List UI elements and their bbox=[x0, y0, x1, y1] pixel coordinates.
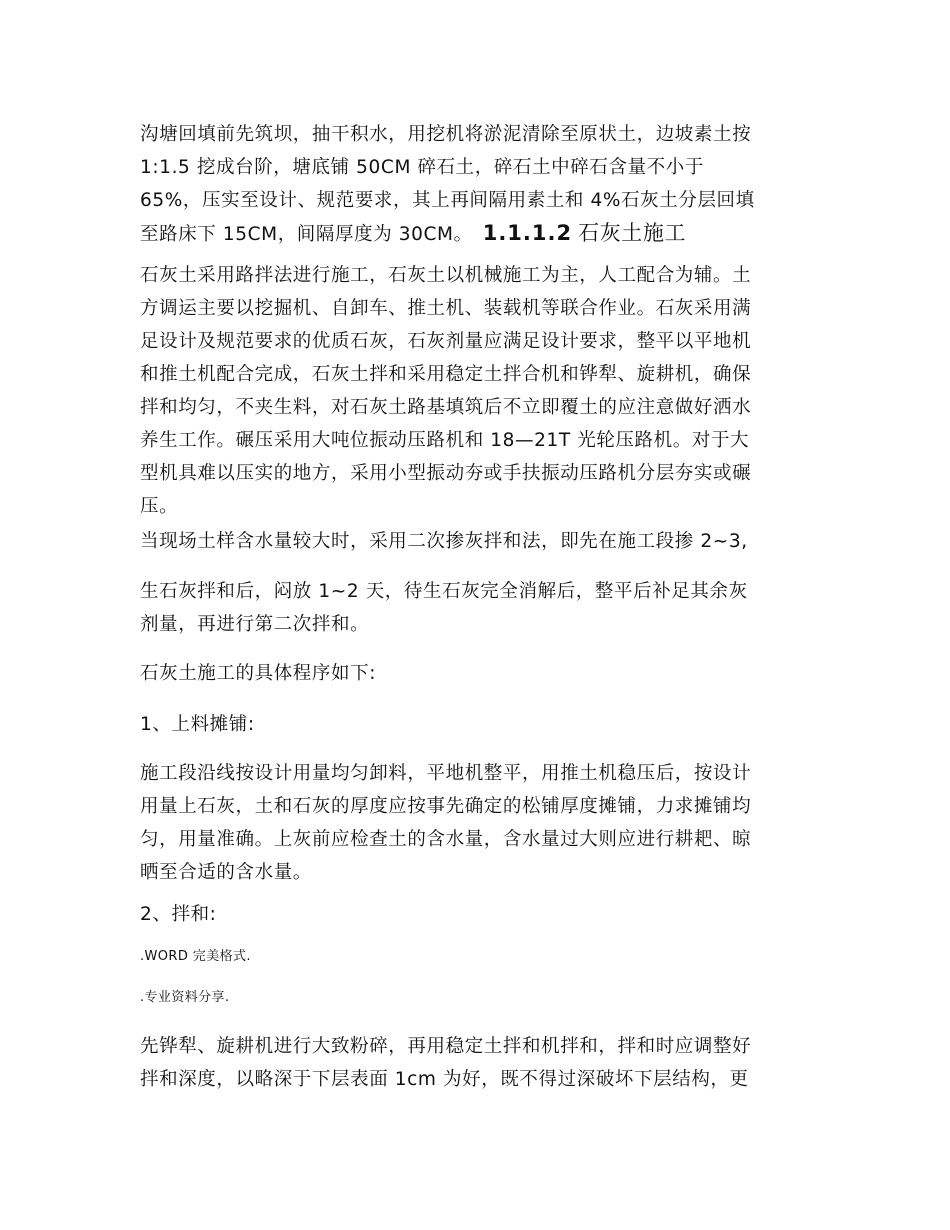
text-line: 2、拌和: bbox=[140, 904, 217, 925]
text-line: 晒至合适的含水量。 bbox=[140, 862, 312, 883]
footer-note-share: .专业资料分享. bbox=[140, 990, 230, 1005]
text-line: 压。 bbox=[140, 496, 179, 517]
text-line: 当现场土样含水量较大时，采用二次掺灰拌和法，即先在施工段掺 2~3, bbox=[140, 531, 748, 552]
text-line: 沟塘回填前先筑坝，抽干积水，用挖机将淤泥清除至原状土，边坡素土按 bbox=[140, 124, 752, 145]
step-heading-spreading bbox=[140, 708, 814, 741]
text-line: 1、上料摊铺: bbox=[140, 714, 255, 735]
text-line: 和推土机配合完成，石灰土拌和采用稳定土拌合机和铧犁、旋耕机，确保 bbox=[140, 364, 752, 385]
text-line: 方调运主要以挖掘机、自卸车、推土机、装载机等联合作业。石灰采用满 bbox=[140, 298, 752, 319]
text-line: 剂量，再进行第二次拌和。 bbox=[140, 614, 370, 635]
text-line: 生石灰拌和后，闷放 1~2 天，待生石灰完全消解后，整平后补足其余灰 bbox=[140, 581, 748, 602]
text-line: 用量上石灰，土和石灰的厚度应按事先确定的松铺厚度摊铺，力求摊铺均 bbox=[140, 796, 752, 817]
paragraph-quicklime bbox=[140, 575, 814, 641]
paragraph-lime-soil-method bbox=[140, 259, 814, 523]
paragraph-procedure-intro bbox=[140, 657, 814, 690]
section-title: 石灰土施工 bbox=[578, 221, 687, 245]
text-line: 先铧犁、旋耕机进行大致粉碎，再用稳定土拌和机拌和，拌和时应调整好 bbox=[140, 1036, 752, 1057]
step-heading-mixing bbox=[140, 898, 814, 931]
paragraph-moisture bbox=[140, 525, 814, 558]
text-line: 至路床下 15CM，间隔厚度为 30CM。 bbox=[140, 224, 473, 245]
paragraph-backfill bbox=[140, 118, 814, 251]
text-line: 施工段沿线按设计用量均匀卸料，平地机整平，用推土机稳压后，按设计 bbox=[140, 763, 752, 784]
text-line: 1:1.5 挖成台阶，塘底铺 50CM 碎石土，碎石土中碎石含量不小于 bbox=[140, 157, 704, 178]
paragraph-spreading bbox=[140, 757, 814, 889]
text-line: 匀，用量准确。上灰前应检查土的含水量，含水量过大则应进行耕耙、晾 bbox=[140, 829, 752, 850]
paragraph-mixing bbox=[140, 1030, 814, 1096]
text-line: 65%，压实至设计、规范要求，其上再间隔用素土和 4%石灰土分层回填 bbox=[140, 190, 755, 211]
text-line-with-heading bbox=[140, 217, 814, 251]
text-line: 型机具难以压实的地方，采用小型振动夯或手扶振动压路机分层夯实或碾 bbox=[140, 463, 752, 484]
text-line: 拌和深度，以略深于下层表面 1cm 为好，既不得过深破坏下层结构，更 bbox=[140, 1069, 749, 1090]
text-line: 足设计及规范要求的优质石灰，石灰剂量应满足设计要求，整平以平地机 bbox=[140, 331, 752, 352]
footer-note-format: .WORD 完美格式. bbox=[140, 949, 251, 964]
section-number: 1.1.1.2 bbox=[482, 221, 573, 245]
text-line: 石灰土施工的具体程序如下: bbox=[140, 663, 377, 684]
text-line: 拌和均匀，不夹生料，对石灰土路基填筑后不立即覆土的应注意做好洒水 bbox=[140, 397, 752, 418]
text-line: 石灰土采用路拌法进行施工，石灰土以机械施工为主，人工配合为辅。土 bbox=[140, 265, 752, 286]
text-line: 养生工作。碾压采用大吨位振动压路机和 18—21T 光轮压路机。对于大 bbox=[140, 430, 750, 451]
